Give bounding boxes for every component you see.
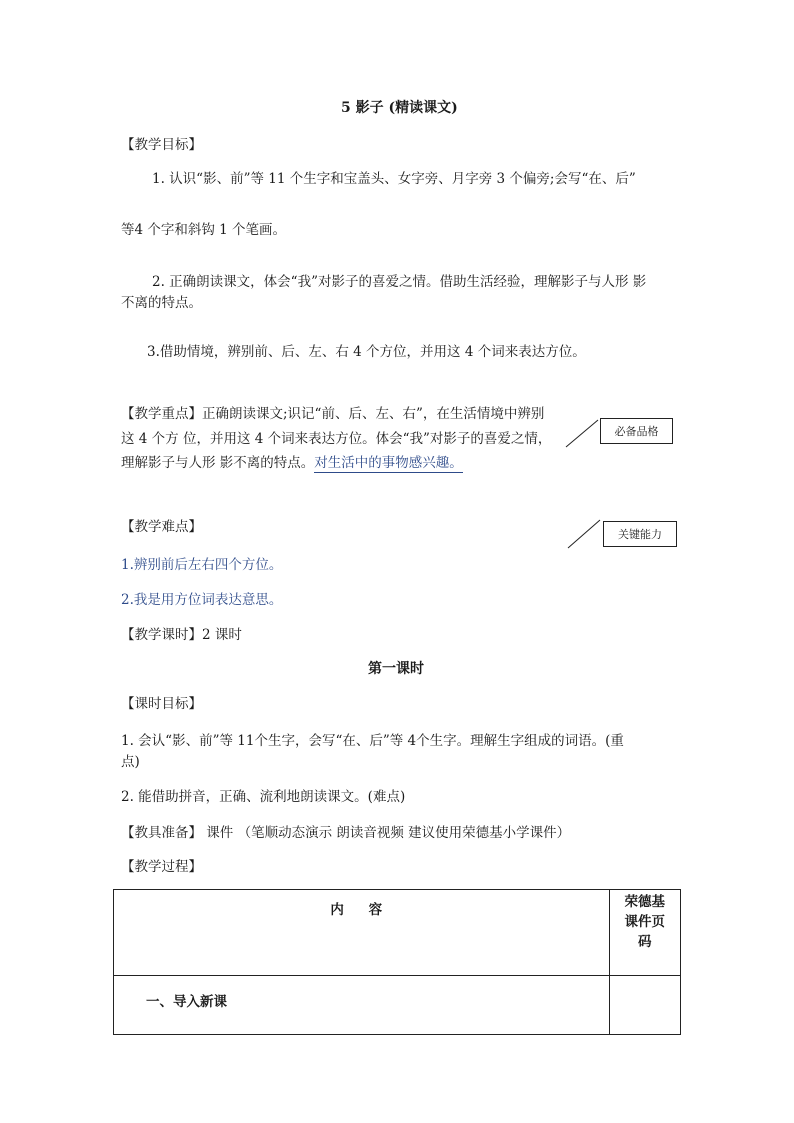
table-row <box>114 976 681 1035</box>
difficulty-2: 2.我是用方位词表达意思。 <box>121 592 283 608</box>
objective-2-line-1: 2. 正确朗读课文，体会“我”对影子的喜爱之情。借助生活经验，理解影子与人形 影 <box>152 274 647 290</box>
courseware-header-line-1: 荣德基 <box>624 894 666 910</box>
lesson-objective-1-line-1: 1. 会认“影、前”等 11个生字，会写“在、后”等 4个生字。理解生字组成的词语。(重 <box>121 733 624 749</box>
teaching-tools: 【教具准备】 课件 （笔顺动态演示 朗读音视频 建议使用荣德基小学课件） <box>121 825 571 841</box>
teaching-process-table <box>113 889 681 1035</box>
row-page-cell <box>609 976 680 1035</box>
column-header-content: 内 容 <box>114 890 610 976</box>
column-header-courseware-page <box>609 890 680 976</box>
document-title: 5 影子 (精读课文) <box>341 100 458 116</box>
objective-3: 3.借助情境，辨别前、后、左、右 4 个方位，并用这 4 个词来表达方位。 <box>147 344 586 360</box>
process-heading: 【教学过程】 <box>121 859 202 875</box>
lesson-objective-1-line-2: 点) <box>121 754 140 770</box>
difficulties-heading: 【教学难点】 <box>121 519 202 535</box>
tag-key-ability: 关键能力 <box>603 521 677 547</box>
difficulty-1: 1.辨别前后左右四个方位。 <box>121 557 283 573</box>
objective-1-line-1: 1. 认识“影、前”等 11 个生字和宝盖头、女字旁、月字旁 3 个偏旁;会写“在、后” <box>152 171 636 187</box>
key-points-interest: 对生活中的事物感兴趣。 <box>314 455 463 471</box>
connector-line-2 <box>566 516 606 552</box>
table-header-row <box>114 890 681 976</box>
lesson-1-title: 第一课时 <box>368 661 424 677</box>
row-introduce-new-lesson: 一、导入新课 <box>114 976 610 1035</box>
key-points-text-3: 理解影子与人形 影不离的特点。 <box>121 455 315 471</box>
tag-essential-character: 必备品格 <box>600 418 673 444</box>
courseware-header-line-2: 课件页 <box>624 914 666 930</box>
class-hours: 【教学课时】2 课时 <box>121 627 242 643</box>
lesson-objective-2: 2. 能借助拼音，正确、流利地朗读课文。(难点) <box>121 789 406 805</box>
key-points-heading: 【教学重点】 <box>121 406 202 422</box>
key-points-text-1: 正确朗读课文;识记“前、后、左、右”，在生活情境中辨别 <box>202 406 545 422</box>
objectives-heading: 【教学目标】 <box>121 137 202 153</box>
key-points-line-2: 这 4 个方 位，并用这 4 个词来表达方位。体会“我”对影子的喜爱之情， <box>121 431 552 447</box>
key-points-line-3 <box>121 451 463 471</box>
lesson-objectives-heading: 【课时目标】 <box>121 696 202 712</box>
objective-1-line-2: 等4 个字和斜钩 1 个笔画。 <box>121 222 287 238</box>
objective-2-line-2: 不离的特点。 <box>121 295 202 311</box>
courseware-header-line-3: 码 <box>638 934 652 950</box>
key-points-line-1 <box>121 402 544 422</box>
connector-line-1 <box>564 414 604 450</box>
